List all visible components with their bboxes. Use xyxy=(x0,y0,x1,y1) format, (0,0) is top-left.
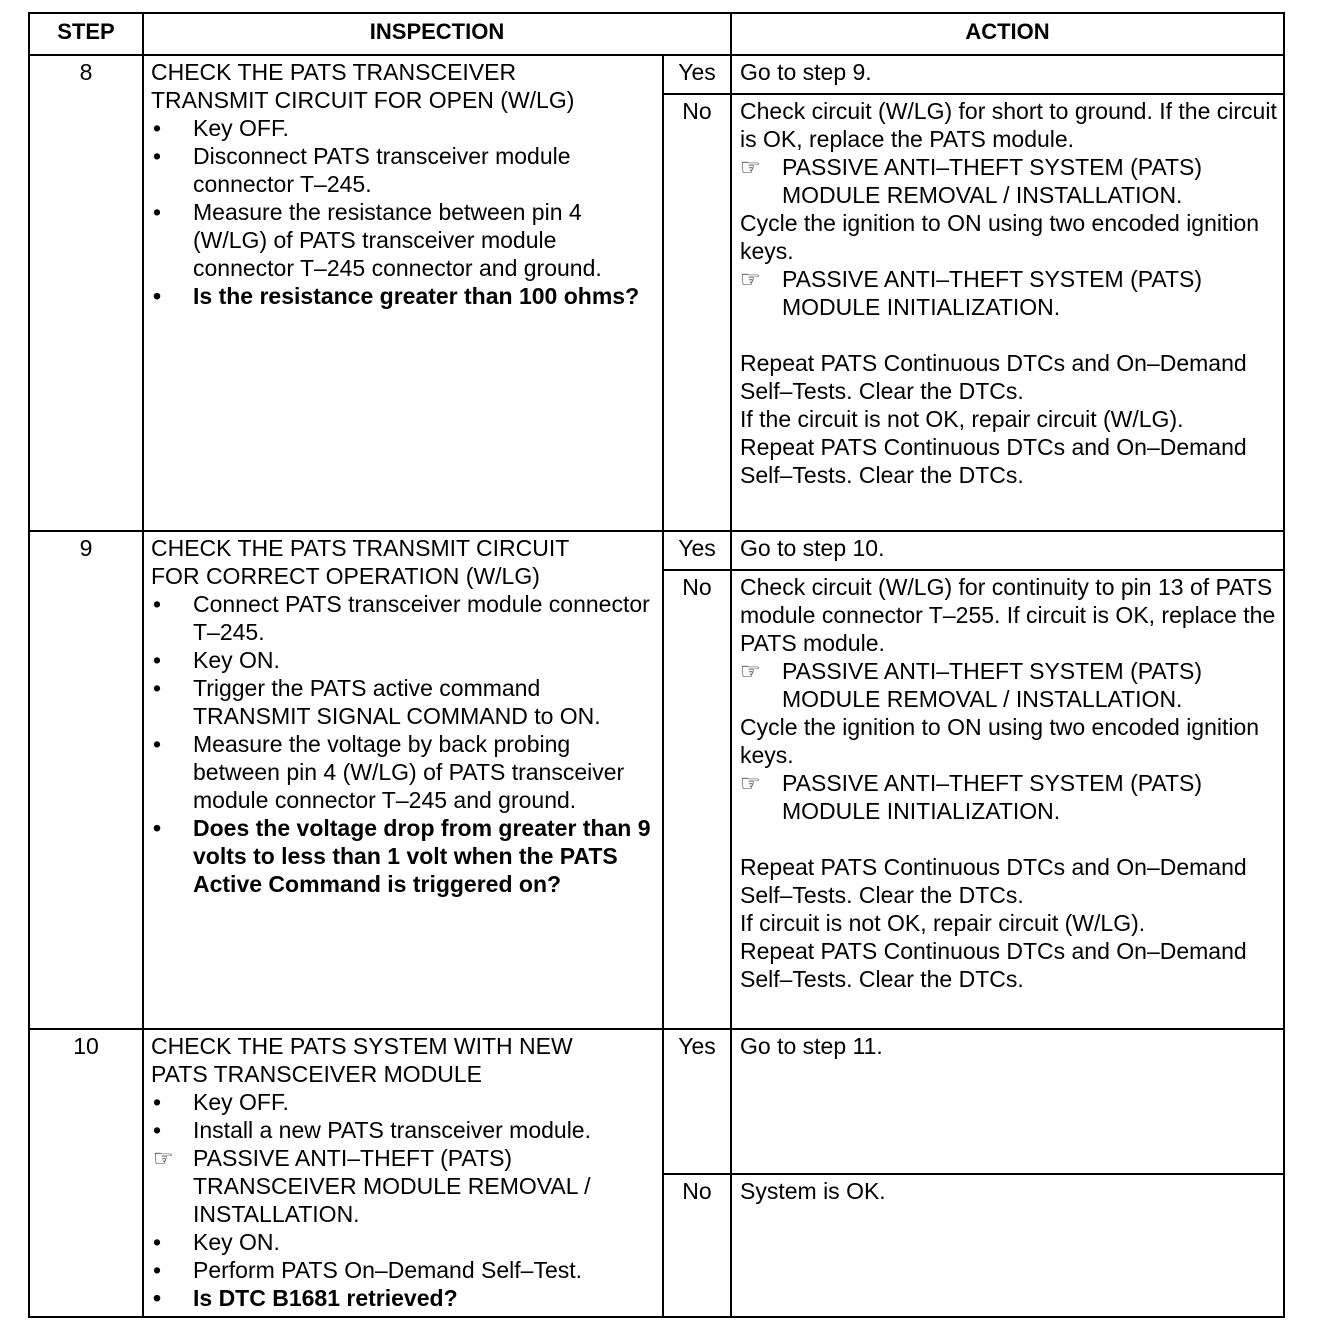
inspection-question: • Does the voltage drop from greater than 9 volts to less than 1 volt when the PATS Active Command is triggered on? xyxy=(153,815,651,897)
step-10-yes-row xyxy=(29,1029,1284,1174)
bullet-icon: • xyxy=(153,1117,162,1143)
bullet-icon: • xyxy=(153,815,162,841)
bullet-icon: • xyxy=(153,675,162,701)
pointing-hand-icon: ☞ xyxy=(740,266,761,292)
pointing-hand-icon: ☞ xyxy=(153,1145,174,1171)
no-label: No xyxy=(663,1174,731,1317)
bullet-icon: • xyxy=(153,1089,162,1115)
bullet-icon: • xyxy=(153,115,162,141)
bullet-icon: • xyxy=(153,199,162,225)
list-item: • Key OFF. xyxy=(153,115,289,141)
bullet-icon: • xyxy=(153,143,162,169)
inspection-cell xyxy=(143,531,663,1029)
inspection-title: CHECK THE PATS SYSTEM WITH NEW PATS TRANSCEIVER MODULE xyxy=(151,1033,573,1087)
no-label: No xyxy=(663,570,731,1029)
diagnostic-table xyxy=(28,12,1285,1318)
list-item: • Key ON. xyxy=(153,1229,280,1255)
bullet-icon: • xyxy=(153,1257,162,1283)
inspection-title: CHECK THE PATS TRANSCEIVER TRANSMIT CIRCUIT FOR OPEN (W/LG) xyxy=(151,59,575,113)
pointing-hand-icon: ☞ xyxy=(740,770,761,796)
list-item: • Trigger the PATS active command TRANSMIT SIGNAL COMMAND to ON. xyxy=(153,675,601,729)
list-item: • Connect PATS transceiver module connector T–245. xyxy=(153,591,650,645)
list-item: • Disconnect PATS transceiver module connector T–245. xyxy=(153,143,571,197)
bullet-icon: • xyxy=(153,1285,162,1311)
inspection-question: • Is DTC B1681 retrieved? xyxy=(153,1285,458,1311)
list-item: • Measure the resistance between pin 4 (W/LG) of PATS transceiver module connector T–245 connector and ground. xyxy=(153,199,602,281)
yes-label: Yes xyxy=(663,531,731,570)
bullet-icon: • xyxy=(153,283,162,309)
no-action: Check circuit (W/LG) for short to ground. If the circuit is OK, replace the PATS module. ☞ PASSIVE ANTI–THEFT SYSTEM (PATS) MODULE REMOVAL / INSTALLATION. Cycle the ignition to ON using two encoded ignition keys. ☞ PASSIVE ANTI–THEFT SYSTEM (PATS) MODULE INITIALIZATION. Repeat PATS Continuous DTCs and On–Demand Self–Tests. Clear the DTCs. If the circuit is not OK, repair circuit (W/LG). Repeat PATS Continuous DTCs and On–Demand Self–Tests. Clear the DTCs. xyxy=(731,94,1284,531)
reference: ☞ PASSIVE ANTI–THEFT SYSTEM (PATS) MODULE REMOVAL / INSTALLATION. xyxy=(740,154,1203,208)
yes-label: Yes xyxy=(663,55,731,94)
step-number: 8 xyxy=(29,55,143,531)
reference: ☞ PASSIVE ANTI–THEFT SYSTEM (PATS) MODULE REMOVAL / INSTALLATION. xyxy=(740,658,1203,712)
no-action: Check circuit (W/LG) for continuity to pin 13 of PATS module connector T–255. If circuit is OK, replace the PATS module. ☞ PASSIVE ANTI–THEFT SYSTEM (PATS) MODULE REMOVAL / INSTALLATION. Cycle the ignition to ON using two encoded ignition keys. ☞ PASSIVE ANTI–THEFT SYSTEM (PATS) MODULE INITIALIZATION. Repeat PATS Continuous DTCs and On–Demand Self–Tests. Clear the DTCs. If circuit is not OK, repair circuit (W/LG). Repeat PATS Continuous DTCs and On–Demand Self–Tests. Clear the DTCs. xyxy=(731,570,1284,1029)
header-row xyxy=(29,13,1284,55)
header-inspection: INSPECTION xyxy=(143,13,731,55)
inspection-cell xyxy=(143,1029,663,1317)
step-9-yes-row xyxy=(29,531,1284,570)
yes-action: Go to step 10. xyxy=(731,531,1284,570)
inspection-steps xyxy=(151,1088,656,1312)
yes-action: Go to step 11. xyxy=(731,1029,1284,1174)
yes-label: Yes xyxy=(663,1029,731,1174)
list-item: • Perform PATS On–Demand Self–Test. xyxy=(153,1257,583,1283)
step-number: 10 xyxy=(29,1029,143,1317)
step-8-yes-row xyxy=(29,55,1284,94)
inspection-cell xyxy=(143,55,663,531)
reference: ☞ PASSIVE ANTI–THEFT SYSTEM (PATS) MODULE INITIALIZATION. xyxy=(740,770,1203,824)
inspection-steps xyxy=(151,590,656,898)
yes-action: Go to step 9. xyxy=(731,55,1284,94)
list-item: • Measure the voltage by back probing between pin 4 (W/LG) of PATS transceiver module connector T–245 and ground. xyxy=(153,731,625,813)
list-item: • Install a new PATS transceiver module. xyxy=(153,1117,591,1143)
inspection-title: CHECK THE PATS TRANSMIT CIRCUIT FOR CORRECT OPERATION (W/LG) xyxy=(151,535,570,589)
inspection-steps xyxy=(151,114,656,310)
step-number: 9 xyxy=(29,531,143,1029)
bullet-icon: • xyxy=(153,1229,162,1255)
bullet-icon: • xyxy=(153,647,162,673)
inspection-question: • Is the resistance greater than 100 ohms? xyxy=(153,283,640,309)
no-label: No xyxy=(663,94,731,531)
list-item: • Key ON. xyxy=(153,647,280,673)
list-item: • Key OFF. xyxy=(153,1089,289,1115)
reference: ☞ PASSIVE ANTI–THEFT SYSTEM (PATS) MODULE INITIALIZATION. xyxy=(740,266,1203,320)
bullet-icon: • xyxy=(153,731,162,757)
header-step: STEP xyxy=(29,13,143,55)
header-action: ACTION xyxy=(731,13,1284,55)
pointing-hand-icon: ☞ xyxy=(740,658,761,684)
no-action: System is OK. xyxy=(731,1174,1284,1317)
bullet-icon: • xyxy=(153,591,162,617)
list-item: ☞ PASSIVE ANTI–THEFT (PATS) TRANSCEIVER MODULE REMOVAL / INSTALLATION. xyxy=(153,1145,591,1227)
pointing-hand-icon: ☞ xyxy=(740,154,761,180)
